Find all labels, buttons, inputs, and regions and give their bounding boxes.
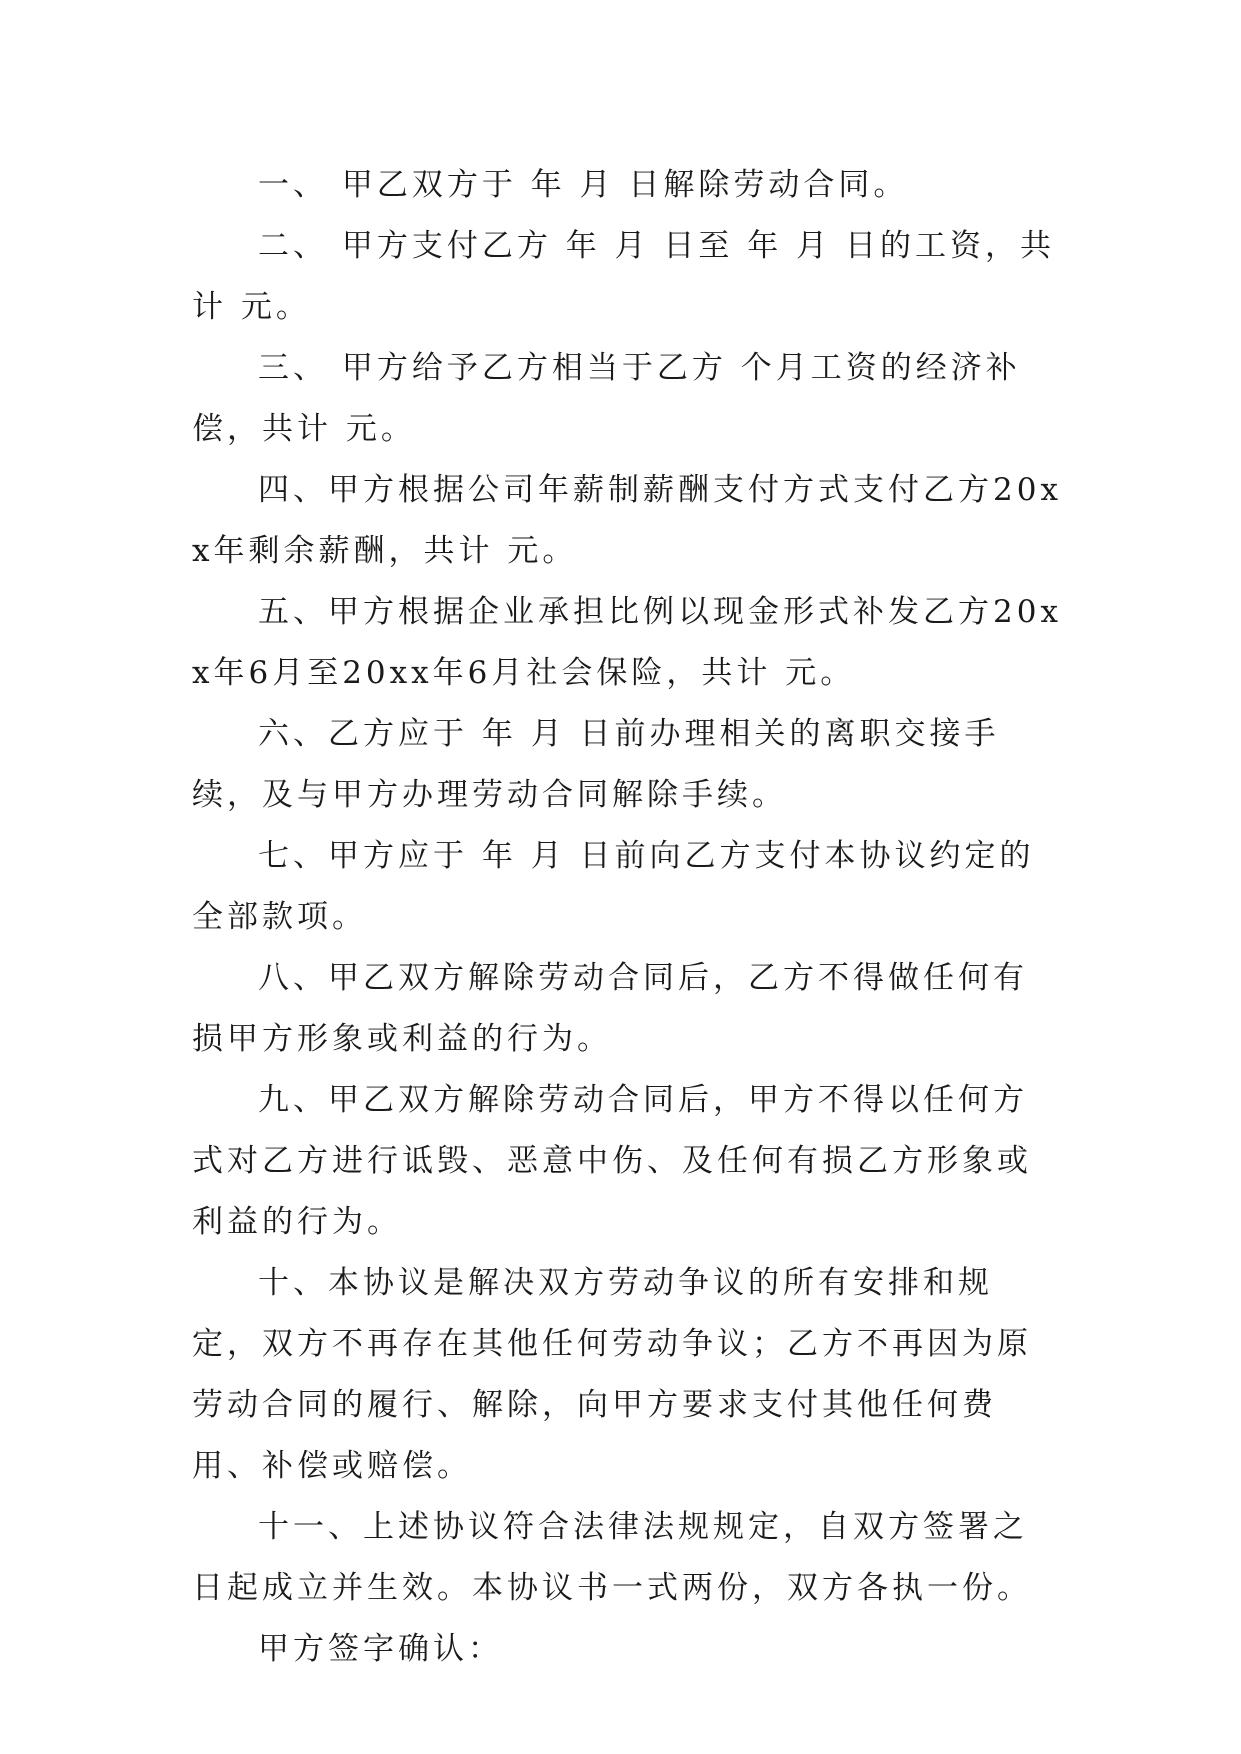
clause-2: 二、 甲方支付乙方 年 月 日至 年 月 日的工资，共计 元。 bbox=[192, 228, 1055, 325]
clause-1: 一、 甲乙双方于 年 月 日解除劳动合同。 bbox=[258, 167, 909, 203]
clause-7: 七、甲方应于 年 月 日前向乙方支付本协议约定的全部款项。 bbox=[192, 838, 1035, 935]
clause-11: 十一、上述协议符合法律法规规定，自双方签署之日起成立并生效。本协议书一式两份，双方各执一份。 bbox=[192, 1509, 1032, 1606]
clause-9: 九、甲乙双方解除劳动合同后，甲方不得以任何方式对乙方进行诋毁、恶意中伤、及任何有损乙方形象或利益的行为。 bbox=[192, 1082, 1032, 1240]
clause-6: 六、乙方应于 年 月 日前办理相关的离职交接手续，及与甲方办理劳动合同解除手续。 bbox=[192, 716, 1000, 813]
clause-10: 十、本协议是解决双方劳动争议的所有安排和规定，双方不再存在其他任何劳动争议；乙方不再因为原劳动合同的履行、解除，向甲方要求支付其他任何费用、补偿或赔偿。 bbox=[192, 1265, 1032, 1484]
party-a-signature-label: 甲方签字确认： bbox=[258, 1631, 503, 1667]
clause-3: 三、 甲方给予乙方相当于乙方 个月工资的经济补偿，共计 元。 bbox=[192, 350, 1021, 447]
document-body bbox=[192, 155, 1062, 1680]
clause-4: 四、甲方根据公司年薪制薪酬支付方式支付乙方20xx年剩余薪酬，共计 元。 bbox=[192, 472, 1062, 569]
clause-5: 五、甲方根据企业承担比例以现金形式补发乙方20xx年6月至20xx年6月社会保险，共计 元。 bbox=[192, 594, 1062, 691]
clause-8: 八、甲乙双方解除劳动合同后，乙方不得做任何有损甲方形象或利益的行为。 bbox=[192, 960, 1028, 1057]
